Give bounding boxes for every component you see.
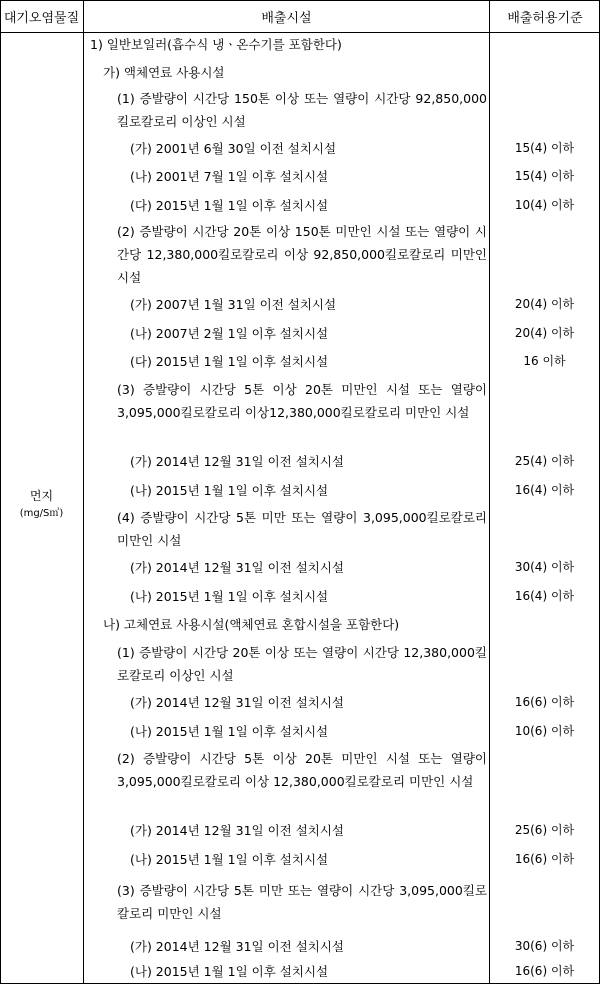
facility-row: (3) 증발량이 시간당 5톤 이상 20톤 미만인 시설 또는 열량이 3,095,000킬로칼로리 이상12,380,000킬로칼로리 미만인 시설 xyxy=(117,382,487,420)
header-standard: 배출허용기준 xyxy=(507,10,583,26)
standard-value: 15(4) 이하 xyxy=(514,169,575,183)
standard-value: 16(4) 이하 xyxy=(514,589,575,603)
facility-row: (가) 2014년 12월 31일 이전 설치시설 xyxy=(130,695,344,710)
standard-value: 25(4) 이하 xyxy=(514,454,575,468)
facility-row: (1) 증발량이 시간당 20톤 이상 또는 열량이 시간당 12,380,000킬로칼로리 이상인 시설 xyxy=(117,645,487,683)
facility-row: (가) 2001년 6월 30일 이전 설치시설 xyxy=(130,141,337,156)
standard-value: 10(6) 이하 xyxy=(514,724,575,738)
facility-row: (가) 2014년 12월 31일 이전 설치시설 xyxy=(130,939,344,954)
facility-row: 나) 고체연료 사용시설(액체연료 혼합시설을 포함한다) xyxy=(103,617,400,632)
facility-row: (나) 2015년 1월 1일 이후 설치시설 xyxy=(130,483,329,498)
standard-value: 16(6) 이하 xyxy=(514,852,575,866)
pollutant-cell xyxy=(0,487,83,523)
facility-row: 1) 일반보일러(흡수식 냉ㆍ온수기를 포함한다) xyxy=(90,37,342,52)
facility-row: (3) 증발량이 시간당 5톤 미만 또는 열량이 시간당 3,095,000킬로칼로리 미만인 시설 xyxy=(117,883,487,921)
standard-value: 16 이하 xyxy=(523,354,566,368)
facility-row: (가) 2007년 1월 31일 이전 설치시설 xyxy=(130,297,337,312)
standard-value: 20(4) 이하 xyxy=(514,326,575,340)
standard-value: 25(6) 이하 xyxy=(514,823,575,837)
standard-value: 16(6) 이하 xyxy=(514,695,575,709)
facility-row: (4) 증발량이 시간당 5톤 미만 또는 열량이 3,095,000킬로칼로리 미만인 시설 xyxy=(117,510,487,548)
facility-row: (나) 2015년 1월 1일 이후 설치시설 xyxy=(130,964,329,979)
facility-row: (다) 2015년 1월 1일 이후 설치시설 xyxy=(130,354,329,369)
facility-row: (나) 2007년 2월 1일 이후 설치시설 xyxy=(130,326,329,341)
standard-value: 16(4) 이하 xyxy=(514,483,575,497)
standard-value: 30(4) 이하 xyxy=(514,560,575,574)
facility-row: (나) 2001년 7월 1일 이후 설치시설 xyxy=(130,169,329,184)
facility-row: (나) 2015년 1월 1일 이후 설치시설 xyxy=(130,724,329,739)
facility-row: (나) 2015년 1월 1일 이후 설치시설 xyxy=(130,852,329,867)
facility-row: (2) 증발량이 시간당 20톤 이상 150톤 미만인 시설 또는 열량이 시간당 12,380,000킬로칼로리 이상 92,850,000킬로칼로리 미만인 시설 xyxy=(117,224,487,285)
standard-value: 20(4) 이하 xyxy=(514,297,575,311)
standard-value: 10(4) 이하 xyxy=(514,198,575,212)
facility-row: (가) 2014년 12월 31일 이전 설치시설 xyxy=(130,823,344,838)
pollutant-name: 먼지 xyxy=(29,489,54,503)
column-divider-1 xyxy=(83,0,84,984)
standard-value: 15(4) 이하 xyxy=(514,141,575,155)
facility-row: (2) 증발량이 시간당 5톤 이상 20톤 미만인 시설 또는 열량이 3,095,000킬로칼로리 이상 12,380,000킬로칼로리 미만인 시설 xyxy=(117,751,487,789)
facility-row: (가) 2014년 12월 31일 이전 설치시설 xyxy=(130,454,344,469)
pollutant-unit: (mg/S㎥) xyxy=(19,508,64,519)
facility-row: (1) 증발량이 시간당 150톤 이상 또는 열량이 시간당 92,850,000킬로칼로리 이상인 시설 xyxy=(117,91,487,129)
facility-row: (가) 2014년 12월 31일 이전 설치시설 xyxy=(130,560,344,575)
facility-row: (나) 2015년 1월 1일 이후 설치시설 xyxy=(130,589,329,604)
facility-row: 가) 액체연료 사용시설 xyxy=(103,65,225,80)
facility-row: (다) 2015년 1월 1일 이후 설치시설 xyxy=(130,198,329,213)
standard-value: 16(6) 이하 xyxy=(514,964,575,978)
header-pollutant: 대기오염물질 xyxy=(3,10,80,26)
header-facility: 배출시설 xyxy=(261,10,312,26)
standard-value: 30(6) 이하 xyxy=(514,939,575,953)
